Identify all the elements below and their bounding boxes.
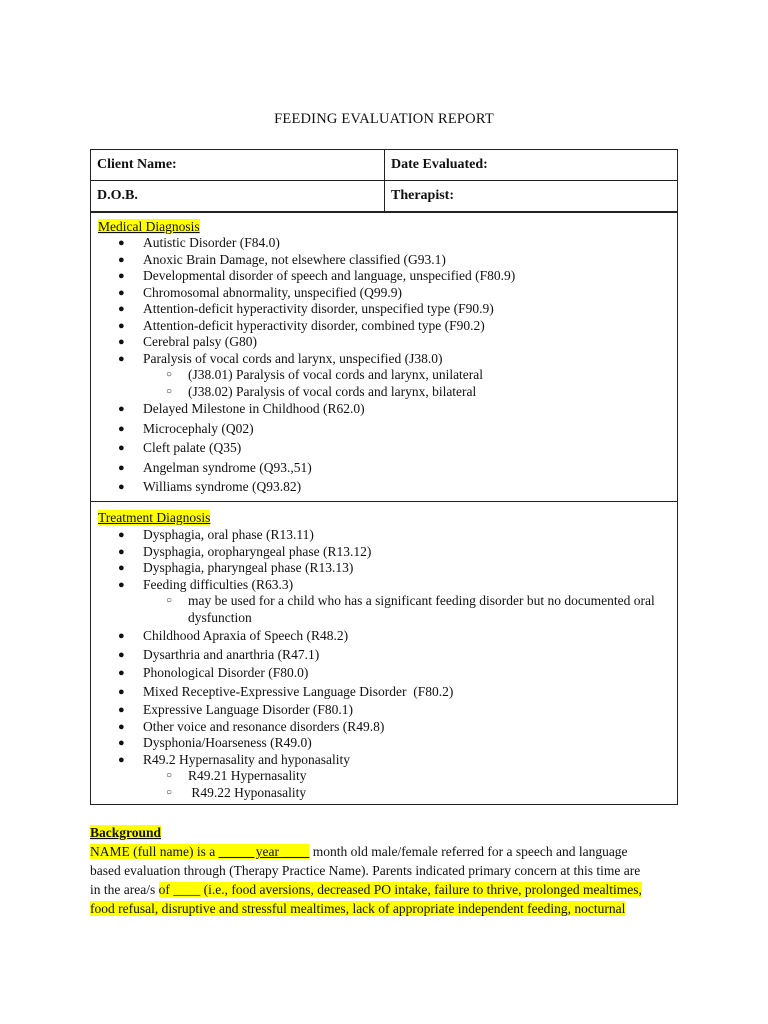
background-section: Background NAME (full name) is a _____ year ____ month old male/female referred for a speech and language based evaluation through (Therapy Practice Name). Parents indicated primary concern at this time are in the area/s of ____ (i.e., food aversions, decreased PO intake, failure to thrive, prolonged mealtimes, food refusal, disruptive and stressful mealtimes, lack of appropriate independent feeding, nocturnal bbox=[90, 823, 680, 918]
list-item: ● Delayed Milestone in Childhood (R62.0) bbox=[118, 401, 365, 416]
bullet-icon: ● bbox=[118, 336, 125, 348]
bullet-icon: ● bbox=[118, 704, 125, 716]
circle-bullet-icon: ○ bbox=[166, 595, 173, 606]
list-item: ● Childhood Apraxia of Speech (R48.2) bbox=[118, 628, 349, 643]
medical-diagnosis-section bbox=[90, 212, 678, 502]
bullet-icon: ● bbox=[118, 720, 125, 733]
table-row bbox=[91, 181, 678, 212]
bullet-icon: ● bbox=[118, 461, 125, 474]
bullet-icon: ● bbox=[118, 685, 125, 698]
medical-diagnosis-heading: Medical Diagnosis bbox=[98, 219, 200, 234]
list-item: ● Attention-deficit hyperactivity disorder, combined type (F90.2) bbox=[118, 317, 485, 333]
bullet-icon: ● bbox=[118, 286, 125, 299]
list-item: ● R49.2 Hypernasality and hyponasality bbox=[118, 751, 350, 767]
list-item: ● Dysphonia/Hoarseness (R49.0) bbox=[118, 735, 312, 750]
background-paragraph: NAME (full name) is a _____ year ____ month old male/female referred for a speech and language bbox=[90, 844, 628, 859]
treatment-diagnosis-list bbox=[91, 527, 677, 801]
circle-bullet-icon: ○ bbox=[166, 385, 173, 397]
list-item: ● Dysphagia, oropharyngeal phase (R13.12) bbox=[118, 543, 372, 559]
bullet-icon: ● bbox=[118, 529, 125, 541]
client-info-table bbox=[90, 149, 678, 212]
sub-list-item: ○ (J38.01) Paralysis of vocal cords and larynx, unilateral bbox=[166, 367, 484, 382]
sub-list-item: ○ (J38.02) Paralysis of vocal cords and larynx, bilateral bbox=[166, 383, 477, 399]
list-item: ● Phonological Disorder (F80.0) bbox=[118, 665, 309, 680]
client-name-cell: Client Name: bbox=[91, 150, 385, 181]
date-evaluated-cell: Date Evaluated: bbox=[385, 150, 678, 181]
bullet-icon: ● bbox=[118, 303, 125, 315]
sub-list-item-continuation: dysfunction bbox=[188, 609, 252, 625]
dob-cell: D.O.B. bbox=[91, 181, 385, 212]
bullet-icon: ● bbox=[118, 442, 125, 454]
list-item: ● Angelman syndrome (Q93.,51) bbox=[118, 459, 312, 475]
table-row bbox=[91, 150, 678, 181]
bullet-icon: ● bbox=[118, 422, 125, 435]
bullet-icon: ● bbox=[118, 753, 125, 766]
therapist-cell: Therapist: bbox=[385, 181, 678, 212]
bullet-icon: ● bbox=[118, 737, 125, 749]
list-item: ● Dysphagia, oral phase (R13.11) bbox=[118, 527, 314, 542]
bullet-icon: ● bbox=[118, 237, 125, 249]
list-item: ● Paralysis of vocal cords and larynx, unspecified (J38.0) bbox=[118, 350, 443, 366]
treatment-diagnosis-heading: Treatment Diagnosis bbox=[98, 510, 211, 525]
bullet-icon: ● bbox=[118, 667, 125, 679]
circle-bullet-icon: ○ bbox=[166, 786, 173, 798]
bullet-icon: ● bbox=[118, 352, 125, 365]
sub-list-item: ○ R49.22 Hyponasality bbox=[166, 784, 307, 800]
bullet-icon: ● bbox=[118, 319, 125, 332]
bullet-icon: ● bbox=[118, 545, 125, 558]
list-item: ● Autistic Disorder (F84.0) bbox=[118, 235, 280, 250]
page-title: FEEDING EVALUATION REPORT bbox=[274, 111, 494, 127]
list-item: ● Cleft palate (Q35) bbox=[118, 440, 242, 455]
list-item: ● Cerebral palsy (G80) bbox=[118, 334, 257, 349]
bullet-icon: ● bbox=[118, 270, 125, 282]
sub-list-item: ○ may be used for a child who has a significant feeding disorder but no documented oral bbox=[166, 593, 655, 608]
list-item: ● Dysphagia, pharyngeal phase (R13.13) bbox=[118, 560, 354, 575]
medical-diagnosis-list bbox=[91, 235, 677, 496]
bullet-icon: ● bbox=[118, 630, 125, 642]
list-item: ● Developmental disorder of speech and language, unspecified (F80.9) bbox=[118, 268, 516, 283]
list-item: ● Feeding difficulties (R63.3) bbox=[118, 576, 294, 592]
bullet-icon: ● bbox=[118, 562, 125, 574]
background-heading: Background bbox=[90, 825, 162, 840]
list-item: ● Williams syndrome (Q93.82) bbox=[118, 479, 302, 494]
circle-bullet-icon: ○ bbox=[166, 770, 173, 781]
sub-list-item: ○ R49.21 Hypernasality bbox=[166, 768, 307, 783]
list-item: ● Attention-deficit hyperactivity disorder, unspecified type (F90.9) bbox=[118, 301, 494, 316]
list-item: ● Dysarthria and anarthria (R47.1) bbox=[118, 646, 320, 662]
list-item: ● Chromosomal abnormality, unspecified (Q99.9) bbox=[118, 284, 402, 300]
list-item: ● Anoxic Brain Damage, not elsewhere classified (G93.1) bbox=[118, 251, 446, 267]
bullet-icon: ● bbox=[118, 648, 125, 661]
list-item: ● Microcephaly (Q02) bbox=[118, 420, 254, 436]
bullet-icon: ● bbox=[118, 481, 125, 493]
treatment-diagnosis-section bbox=[90, 501, 678, 805]
circle-bullet-icon: ○ bbox=[166, 369, 173, 380]
list-item: ● Mixed Receptive-Expressive Language Disorder (F80.2) bbox=[118, 683, 454, 699]
list-item: ● Expressive Language Disorder (F80.1) bbox=[118, 702, 353, 717]
bullet-icon: ● bbox=[118, 403, 125, 415]
bullet-icon: ● bbox=[118, 253, 125, 266]
bullet-icon: ● bbox=[118, 578, 125, 591]
list-item: ● Other voice and resonance disorders (R49.8) bbox=[118, 718, 385, 734]
